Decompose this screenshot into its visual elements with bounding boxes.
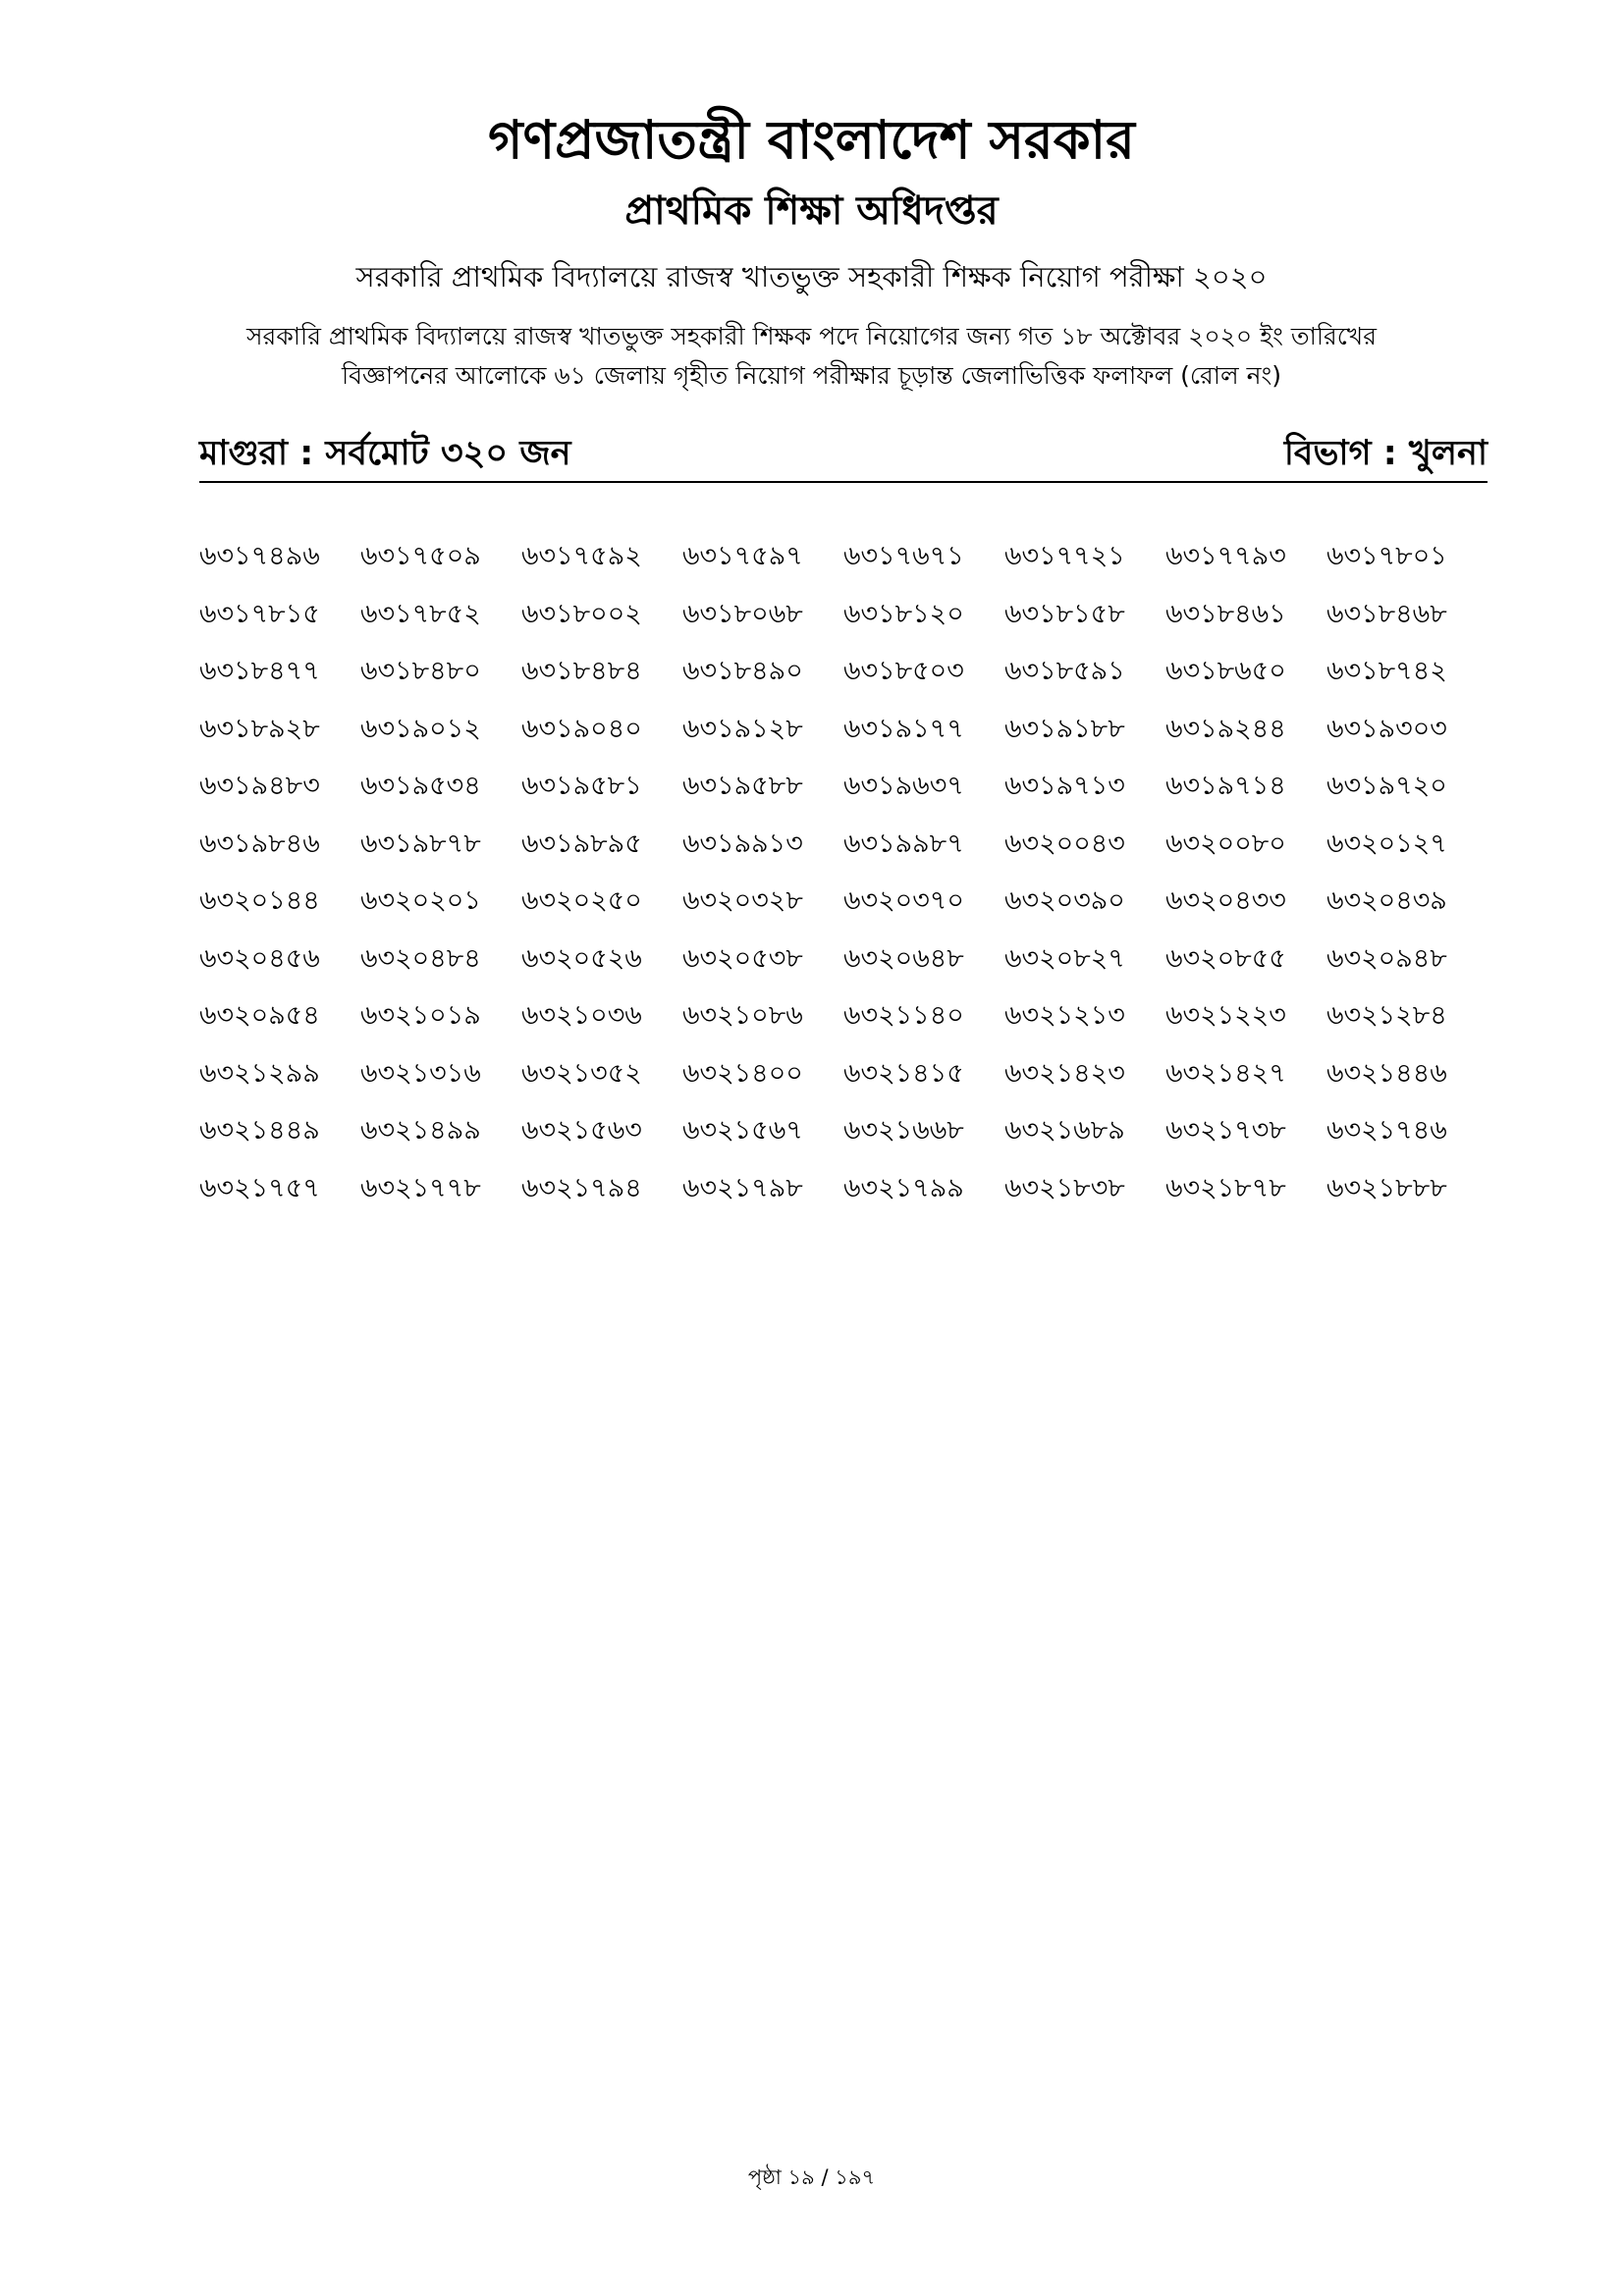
roll-number: ৬৩২০১৪৪ xyxy=(199,885,320,916)
roll-number: ৬৩২১৮৩৮ xyxy=(1004,1172,1125,1203)
roll-number: ৬৩১৭৫৯৭ xyxy=(682,541,803,571)
roll-number: ৬৩২১৪২৭ xyxy=(1165,1057,1286,1089)
roll-number: ৬৩১৮১৫৮ xyxy=(1004,598,1125,629)
exam-description xyxy=(0,317,1623,396)
roll-number: ৬৩১৯০৪০ xyxy=(521,713,642,744)
district-header xyxy=(199,422,1488,483)
roll-number: ৬৩২০২০১ xyxy=(360,885,481,916)
roll-number: ৬৩২১২৯৯ xyxy=(199,1057,320,1089)
roll-number: ৬৩২০৫৩৮ xyxy=(682,942,803,974)
roll-number: ৬৩২০৫২৬ xyxy=(521,942,642,974)
roll-number: ৬৩১৯৯৮৭ xyxy=(843,828,964,859)
roll-number: ৬৩২০৯৪৮ xyxy=(1326,942,1447,974)
roll-number: ৬৩২০৪৫৬ xyxy=(199,942,320,974)
roll-number: ৬৩১৭৬৭১ xyxy=(843,541,964,571)
roll-number: ৬৩১৭৭২১ xyxy=(1004,541,1125,571)
district-summary: মাগুরা : সর্বমোট ৩২০ জন xyxy=(199,434,571,473)
roll-number: ৬৩১৮৪৯০ xyxy=(682,656,803,686)
roll-number: ৬৩২১৪০০ xyxy=(682,1057,803,1089)
roll-number: ৬৩১৭৪৯৬ xyxy=(199,541,320,571)
roll-number: ৬৩২১৭৫৭ xyxy=(199,1172,320,1203)
roll-number: ৬৩২১২১৩ xyxy=(1004,1000,1125,1031)
roll-number: ৬৩২০৯৫৪ xyxy=(199,1000,320,1031)
roll-number: ৬৩২১৮৮৮ xyxy=(1326,1172,1447,1203)
roll-number-grid xyxy=(199,528,1488,1217)
roll-number: ৬৩১৯৫৩৪ xyxy=(360,771,481,801)
roll-number: ৬৩১৯৭১৪ xyxy=(1165,771,1286,801)
roll-number: ৬৩২০৩৭০ xyxy=(843,885,964,916)
roll-number: ৬৩২০৪৩৩ xyxy=(1165,885,1286,916)
roll-number: ৬৩১৭৮১৫ xyxy=(199,598,320,629)
roll-number: ৬৩২১০৮৬ xyxy=(682,1000,803,1031)
roll-number: ৬৩২১৬৮৯ xyxy=(1004,1115,1125,1146)
roll-number: ৬৩২০১২৭ xyxy=(1326,828,1447,859)
roll-number: ৬৩২১৪৪৯ xyxy=(199,1115,320,1146)
roll-number: ৬৩২০৪৮৪ xyxy=(360,942,481,974)
roll-number: ৬৩১৭৫৯২ xyxy=(521,541,642,571)
roll-number: ৬৩২০০৮০ xyxy=(1165,828,1286,859)
roll-number: ৬৩২০৩৯০ xyxy=(1004,885,1125,916)
roll-number: ৬৩২১৩৫২ xyxy=(521,1057,642,1089)
department-title: প্রাথমিক শিক্ষা অধিদপ্তর xyxy=(624,188,999,234)
roll-number: ৬৩২১৭৯৯ xyxy=(843,1172,964,1203)
roll-number: ৬৩১৯৬৩৭ xyxy=(843,771,964,801)
division-label: বিভাগ : খুলনা xyxy=(1283,434,1488,473)
roll-number: ৬৩২১৭৪৬ xyxy=(1326,1115,1447,1146)
roll-number: ৬৩১৯২৪৪ xyxy=(1165,713,1286,744)
roll-number: ৬৩১৯৯১৩ xyxy=(682,828,803,859)
description-line-1: সরকারি প্রাথমিক বিদ্যালয়ে রাজস্ব খাতভুক্ত সহকারী শিক্ষক পদে নিয়োগের জন্য গত ১৮ অক্টোবর ২০২০ ইং তারিখের xyxy=(246,322,1377,350)
roll-number: ৬৩১৮০০২ xyxy=(521,598,642,629)
roll-number: ৬৩২১২২৩ xyxy=(1165,1000,1286,1031)
roll-number: ৬৩২০৮৫৫ xyxy=(1165,942,1286,974)
description-line-2: বিজ্ঞাপনের আলোকে ৬১ জেলায় গৃহীত নিয়োগ পরীক্ষার চূড়ান্ত জেলাভিত্তিক ফলাফল (রোল নং) xyxy=(341,361,1282,390)
roll-number: ৬৩১৮৪৮০ xyxy=(360,656,481,686)
roll-number: ৬৩১৮৫৯১ xyxy=(1004,656,1125,686)
roll-number: ৬৩১৯৪৮৩ xyxy=(199,771,320,801)
roll-number: ৬৩১৯৩০৩ xyxy=(1326,713,1447,744)
roll-number: ৬৩২০৪৩৯ xyxy=(1326,885,1447,916)
roll-number: ৬৩১৯০১২ xyxy=(360,713,481,744)
roll-number: ৬৩১৮০৬৮ xyxy=(682,598,803,629)
roll-number: ৬৩২০০৪৩ xyxy=(1004,828,1125,859)
roll-number: ৬৩২১৫৬৭ xyxy=(682,1115,803,1146)
roll-number: ৬৩২১২৮৪ xyxy=(1326,1000,1447,1031)
roll-number: ৬৩১৮৪৬১ xyxy=(1165,598,1286,629)
roll-number: ৬৩২১৭৩৮ xyxy=(1165,1115,1286,1146)
roll-number: ৬৩১৯৭২০ xyxy=(1326,771,1447,801)
roll-number: ৬৩১৯১৭৭ xyxy=(843,713,964,744)
roll-number: ৬৩১৯১৮৮ xyxy=(1004,713,1125,744)
roll-number: ৬৩১৭৮৫২ xyxy=(360,598,481,629)
roll-number: ৬৩২১৪৪৬ xyxy=(1326,1057,1447,1089)
roll-number: ৬৩২০৮২৭ xyxy=(1004,942,1125,974)
government-title: গণপ্রজাতন্ত্রী বাংলাদেশ সরকার xyxy=(488,109,1135,171)
exam-title: সরকারি প্রাথমিক বিদ্যালয়ে রাজস্ব খাতভুক্ত সহকারী শিক্ষক নিয়োগ পরীক্ষা ২০২০ xyxy=(355,260,1268,294)
roll-number: ৬৩১৯৮৭৮ xyxy=(360,828,481,859)
roll-number: ৬৩২১৬৬৮ xyxy=(843,1115,964,1146)
roll-number: ৬৩১৮১২০ xyxy=(843,598,964,629)
page-number: পৃষ্ঠা ১৯ / ১৯৭ xyxy=(747,2165,876,2189)
roll-number: ৬৩২১৫৬৩ xyxy=(521,1115,642,1146)
roll-number: ৬৩১৯৫৮৮ xyxy=(682,771,803,801)
roll-number: ৬৩১৭৮০১ xyxy=(1326,541,1447,571)
roll-number: ৬৩২১০১৯ xyxy=(360,1000,481,1031)
roll-number: ৬৩২১৩১৬ xyxy=(360,1057,481,1089)
roll-number: ৬৩১৮৯২৮ xyxy=(199,713,320,744)
roll-number: ৬৩২১৪৯৯ xyxy=(360,1115,481,1146)
roll-number: ৬৩১৯৮৯৫ xyxy=(521,828,642,859)
roll-number: ৬৩১৮৪৭৭ xyxy=(199,656,320,686)
roll-number: ৬৩২১৪১৫ xyxy=(843,1057,964,1089)
roll-number: ৬৩১৭৫০৯ xyxy=(360,541,481,571)
roll-number: ৬৩১৮৬৫০ xyxy=(1165,656,1286,686)
roll-number: ৬৩১৭৭৯৩ xyxy=(1165,541,1286,571)
roll-number: ৬৩২১৭৭৮ xyxy=(360,1172,481,1203)
roll-number: ৬৩২১৪২৩ xyxy=(1004,1057,1125,1089)
roll-number: ৬৩১৮৫০৩ xyxy=(843,656,964,686)
roll-number: ৬৩২১১৪০ xyxy=(843,1000,964,1031)
roll-number: ৬৩১৯১২৮ xyxy=(682,713,803,744)
roll-number: ৬৩২০২৫০ xyxy=(521,885,642,916)
roll-number: ৬৩২১০৩৬ xyxy=(521,1000,642,1031)
roll-number: ৬৩১৯৮৪৬ xyxy=(199,828,320,859)
roll-number: ৬৩২১৭৯৮ xyxy=(682,1172,803,1203)
roll-number: ৬৩২১৭৯৪ xyxy=(521,1172,642,1203)
roll-number: ৬৩১৮৪৬৮ xyxy=(1326,598,1447,629)
roll-number: ৬৩১৮৪৮৪ xyxy=(521,656,642,686)
roll-number: ৬৩১৯৫৮১ xyxy=(521,771,642,801)
roll-number: ৬৩১৮৭৪২ xyxy=(1326,656,1447,686)
roll-number: ৬৩২০৩২৮ xyxy=(682,885,803,916)
roll-number: ৬৩২১৮৭৮ xyxy=(1165,1172,1286,1203)
roll-number: ৬৩১৯৭১৩ xyxy=(1004,771,1125,801)
roll-number: ৬৩২০৬৪৮ xyxy=(843,942,964,974)
